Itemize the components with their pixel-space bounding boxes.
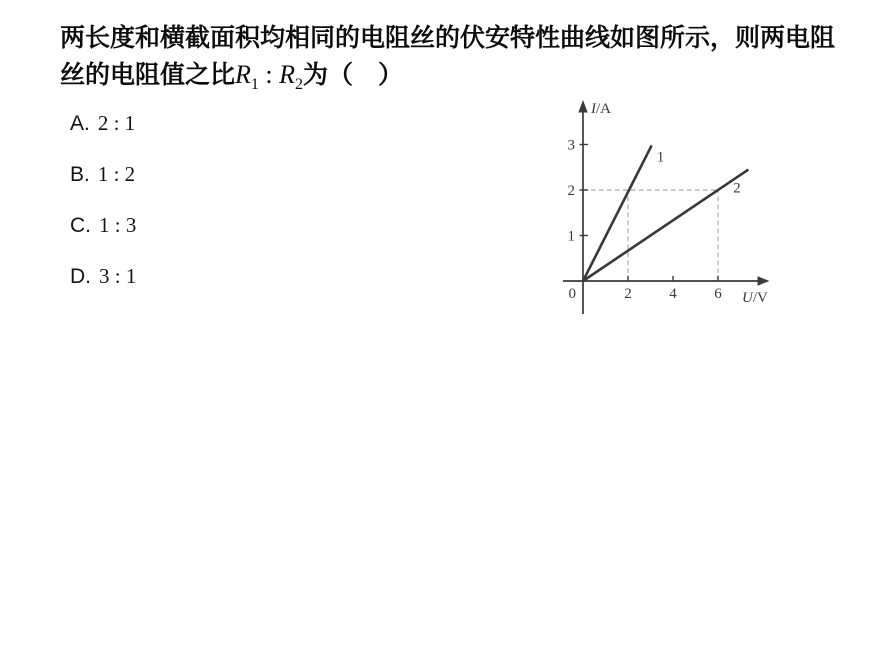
r2-subscript: 2 [295,76,304,94]
option-b-label: B. [70,163,90,186]
option-a-value: 2 : 1 [97,111,136,135]
svg-text:2: 2 [624,286,632,302]
option-d-value: 3 : 1 [99,264,137,288]
option-a [70,110,136,136]
svg-text:U/V: U/V [742,290,768,306]
option-b-value: 1 : 2 [97,162,136,186]
question-line-2-prefix: 丝的电阻值之比 [60,62,236,89]
option-d [70,263,136,289]
question-line-2 [60,57,870,94]
option-b [70,161,136,187]
iv-characteristic-chart [540,95,790,325]
svg-text:0: 0 [568,286,576,302]
svg-text:3: 3 [567,137,575,154]
r1-symbol: R [235,60,251,89]
question-line-2-suffix: 为（ ） [303,62,404,89]
option-c-value: 1 : 3 [99,213,137,237]
option-c [70,212,136,238]
option-a-label: A. [70,112,90,135]
svg-text:2: 2 [567,183,575,199]
options-list [70,110,136,314]
svg-text:1: 1 [567,228,575,245]
svg-text:4: 4 [669,286,677,302]
ratio-colon: : [258,60,280,89]
option-d-label: D. [70,265,91,288]
r2-symbol: R [279,60,296,89]
svg-text:6: 6 [714,286,722,302]
svg-text:1: 1 [656,149,665,166]
svg-text:2: 2 [733,180,741,197]
question-text [60,21,870,94]
question-line-1: 两长度和横截面积均相同的电阻丝的伏安特性曲线如图所示，则两电阻 [60,25,836,52]
option-c-label: C. [70,214,91,237]
svg-text:I/A: I/A [591,101,611,117]
r1-subscript: 1 [250,76,259,94]
resistance-ratio-formula [235,60,304,94]
